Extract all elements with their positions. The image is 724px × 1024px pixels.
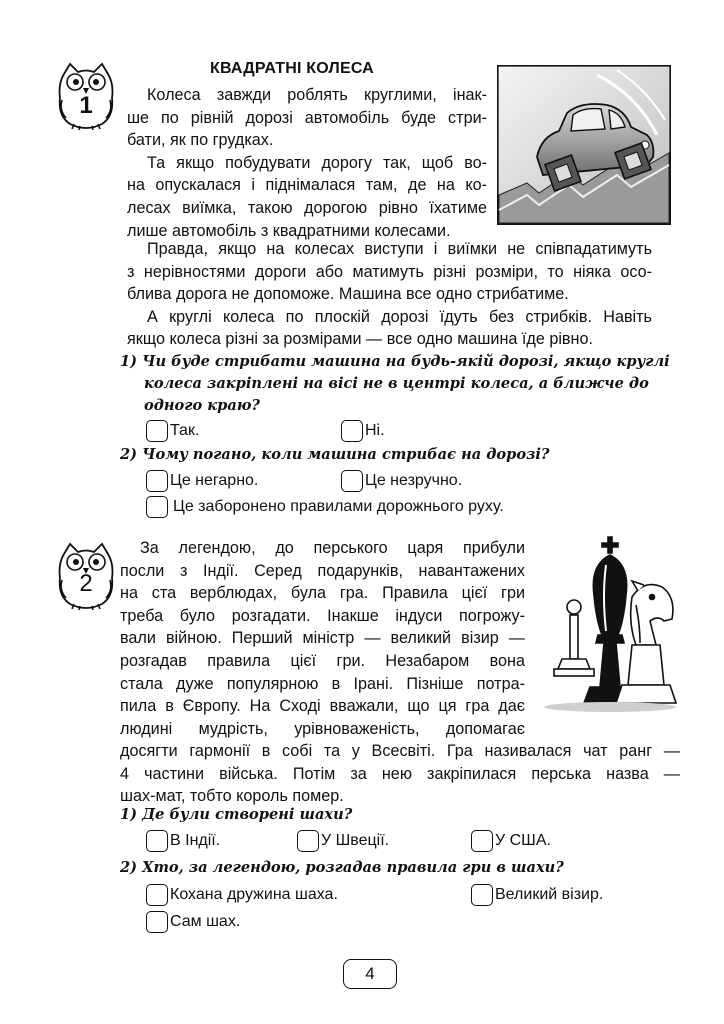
option-label: Великий візир.	[495, 886, 604, 903]
text-line: шах-мат, тобто король помер.	[120, 787, 344, 806]
answer-option[interactable]	[146, 420, 199, 442]
text-line: стала дуже популярною в Ірані. Пізніше потра-	[120, 674, 525, 693]
text-line: з нерівностями дороги або матимуть різні розміри, то ніяка осо-	[127, 262, 652, 281]
option-label: Ні.	[365, 422, 385, 439]
checkbox[interactable]	[341, 470, 363, 492]
answer-option[interactable]	[341, 470, 462, 492]
intro-text-right	[127, 84, 487, 242]
answer-option[interactable]	[146, 496, 504, 518]
option-label: У Швеції.	[321, 832, 390, 849]
text-full-width	[127, 238, 652, 351]
text-line: треба було розгадати. Інакше індуси погрожу-	[120, 606, 525, 625]
text-line: ше по рівній дорозі автомобіль буде стри-	[127, 108, 487, 127]
checkbox[interactable]	[146, 911, 168, 933]
owl-badge-1	[56, 60, 116, 135]
question-text: 1) Чи буде стрибати машина на будь-якій дорозі, якщо круглі	[120, 353, 670, 370]
question-1	[120, 351, 680, 417]
question-text: колеса закріплені на вісі не в центрі колеса, а ближче до	[144, 375, 649, 392]
text-line: А круглі колеса по плоскій дорозі їдуть без стрибків. Навіть	[147, 307, 652, 326]
text-line: Колеса завжди роблять круглими, інак-	[147, 86, 487, 104]
checkbox[interactable]	[146, 420, 168, 442]
text-line: розгадав правила цієї гри. Незабаром вона	[120, 651, 525, 670]
checkbox[interactable]	[471, 884, 493, 906]
checkbox[interactable]	[341, 420, 363, 442]
answer-option[interactable]	[146, 470, 258, 492]
text-line: людині мудрість, урівноваженість, допомагає	[120, 719, 525, 738]
page-number: 4	[343, 959, 397, 989]
option-label: Кохана дружина шаха.	[170, 886, 338, 903]
option-label: Це незручно.	[365, 472, 463, 489]
text-line: вали війною. Перший міністр — великий візир —	[120, 629, 525, 648]
chess-pieces-image	[540, 535, 678, 715]
text-line: пила в Європу. На Сході вважали, що ця гра дає	[120, 697, 525, 716]
section-number: 1	[79, 92, 93, 119]
section-title: КВАДРАТНІ КОЛЕСА	[210, 60, 374, 77]
car-square-wheels-image	[497, 65, 671, 225]
text-line: якщо колеса різні за розмірами — все одно машина їде рівно.	[127, 330, 593, 349]
answer-option[interactable]	[297, 830, 389, 852]
text-line: бати, як по грудках.	[127, 131, 274, 150]
answer-option[interactable]	[341, 420, 385, 442]
question-3: 1) Де були створені шахи?	[120, 806, 353, 823]
section-number: 2	[79, 570, 93, 597]
option-label: Це заборонено правилами дорожнього руху.	[173, 498, 504, 515]
text-line: досягти гармонії в собі та у Всесвіті. Гра називалася чат ранг —	[120, 742, 680, 760]
text-line: посли з Індії. Серед подарунків, навантажених	[120, 561, 525, 580]
checkbox[interactable]	[146, 496, 168, 518]
answer-option[interactable]	[471, 830, 551, 852]
checkbox[interactable]	[297, 830, 319, 852]
chess-illustration	[540, 535, 678, 715]
legend-text	[120, 537, 525, 740]
legend-text-full	[120, 740, 680, 808]
answer-option[interactable]	[146, 884, 338, 906]
text-line: 4 частини війська. Потім за нею закріпилася перська назва —	[120, 764, 680, 783]
text-line: лише автомобіль з квадратними колесами.	[127, 221, 451, 240]
checkbox[interactable]	[146, 470, 168, 492]
text-line: на ста верблюдах, була гра. Правила цієї гри	[120, 584, 525, 603]
question-2: 2) Чому погано, коли машина стрибає на дорозі?	[120, 446, 550, 463]
checkbox[interactable]	[146, 830, 168, 852]
owl-badge-2	[56, 540, 116, 615]
text-line: За легендою, до перського царя прибули	[140, 539, 525, 557]
checkbox[interactable]	[146, 884, 168, 906]
answer-option[interactable]	[471, 884, 603, 906]
option-label: Так.	[170, 422, 200, 439]
option-label: Сам шах.	[170, 913, 241, 930]
text-line: лесах виїмка, такою дорогою рівно їхатиме	[127, 198, 487, 217]
text-line: блива дорога не допоможе. Машина все одно стрибатиме.	[127, 285, 569, 304]
question-text: одного краю?	[144, 397, 260, 414]
checkbox[interactable]	[471, 830, 493, 852]
car-illustration	[497, 65, 671, 225]
text-line: на опускалася і піднімалася там, де на ко-	[127, 176, 487, 195]
question-4: 2) Хто, за легендою, розгадав правила гри в шахи?	[120, 859, 564, 876]
text-line: Та якщо побудувати дорогу так, щоб во-	[147, 153, 487, 172]
option-label: В Індії.	[170, 832, 221, 849]
answer-option[interactable]	[146, 830, 220, 852]
option-label: Це негарно.	[170, 472, 259, 489]
text-line: Правда, якщо на колесах виступи і виїмки не співпадатимуть	[147, 240, 652, 258]
answer-option[interactable]	[146, 911, 240, 933]
option-label: У США.	[495, 832, 551, 849]
